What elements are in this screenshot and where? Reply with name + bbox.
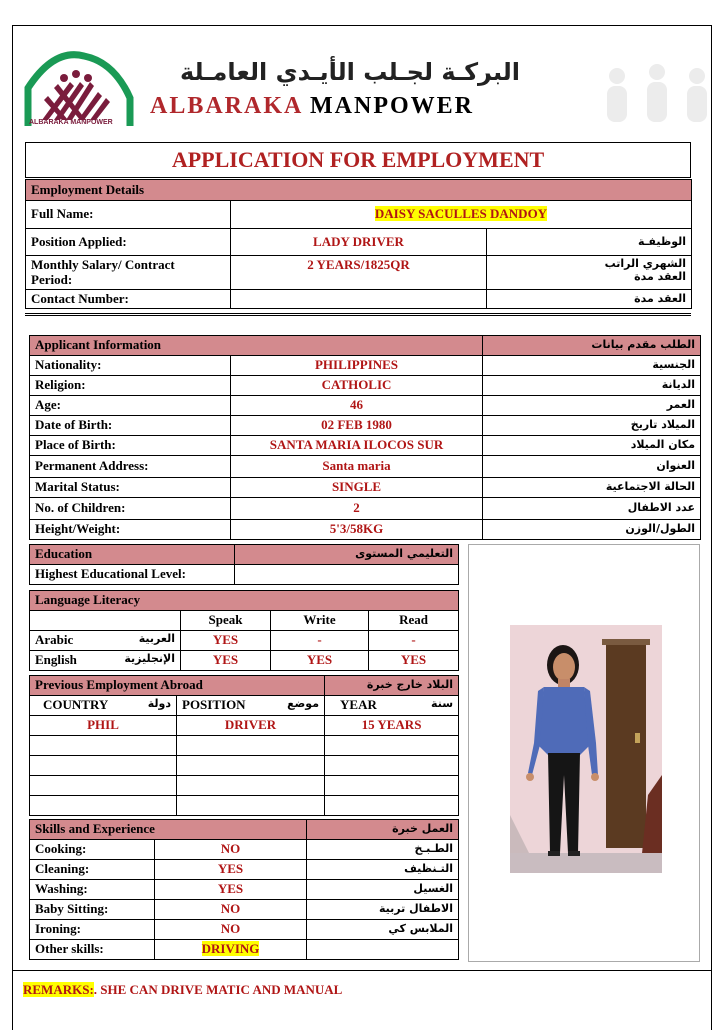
applicant-info-rows xyxy=(30,356,701,540)
remarks-line xyxy=(23,982,342,998)
salary-ar-line2: العقد مدة xyxy=(634,269,686,283)
skills-table xyxy=(29,819,459,960)
applicant-field-label: Nationality: xyxy=(30,356,231,376)
skill-row xyxy=(30,920,459,940)
language-row-english xyxy=(30,651,181,671)
salary-label-line1: Monthly Salary/ Contract xyxy=(31,257,175,272)
salary-value: 2 YEARS/1825QR xyxy=(231,256,487,290)
previous-position: DRIVER xyxy=(177,716,325,736)
skill-label: Ironing: xyxy=(30,920,155,940)
previous-country: PHIL xyxy=(30,716,177,736)
english-read: YES xyxy=(369,651,459,671)
previous-year xyxy=(325,756,459,776)
skill-value-cell xyxy=(155,880,307,900)
col-position-arabic: موضع xyxy=(287,697,320,711)
applicant-field-value: 5'3/58KG xyxy=(231,520,483,540)
col-country-label: COUNTRY xyxy=(43,697,109,713)
education-level-value xyxy=(235,565,459,585)
company-logo xyxy=(24,48,136,130)
skill-row xyxy=(30,900,459,920)
education-level-label: Highest Educational Level: xyxy=(30,565,235,585)
brand-name-part1: ALBARAKA xyxy=(150,93,303,119)
watermark-figures xyxy=(595,62,720,122)
previous-country xyxy=(30,756,177,776)
language-corner-cell xyxy=(30,611,181,631)
employment-details-header: Employment Details xyxy=(26,180,692,201)
applicant-row xyxy=(30,356,701,376)
skills-rows xyxy=(30,840,459,960)
applicant-field-arabic: مكان الميلاد xyxy=(483,436,701,456)
skill-row xyxy=(30,940,459,960)
full-name-value: DAISY SACULLES DANDOY xyxy=(374,206,548,222)
brand-name-english xyxy=(150,93,474,120)
skill-value-cell xyxy=(155,940,307,960)
previous-year xyxy=(325,796,459,816)
education-header: Education xyxy=(30,545,235,565)
previous-employment-rows xyxy=(30,716,459,816)
brand-name-arabic: البركـة لجـلب الأيـدي العامـلة xyxy=(180,58,520,86)
salary-label-arabic xyxy=(487,256,692,290)
applicant-row xyxy=(30,436,701,456)
skill-row xyxy=(30,860,459,880)
applicant-field-value: Santa maria xyxy=(231,456,483,478)
applicant-field-arabic: الميلاد تاريخ xyxy=(483,416,701,436)
previous-employment-table xyxy=(29,675,459,816)
skill-label: Cooking: xyxy=(30,840,155,860)
language-table xyxy=(29,590,459,671)
salary-label xyxy=(26,256,231,290)
col-write: Write xyxy=(271,611,369,631)
english-write: YES xyxy=(271,651,369,671)
skill-value: YES xyxy=(217,881,244,897)
skill-label-arabic: الطـبـخ xyxy=(307,840,459,860)
applicant-field-value: PHILIPPINES xyxy=(231,356,483,376)
previous-position xyxy=(177,776,325,796)
skill-value: YES xyxy=(217,861,244,877)
applicant-info-header-arabic: الطلب مقدم بيانات xyxy=(483,336,701,356)
applicant-row xyxy=(30,456,701,478)
brand-name-part2: MANPOWER xyxy=(310,93,475,119)
applicant-field-arabic: العنوان xyxy=(483,456,701,478)
applicant-row xyxy=(30,376,701,396)
previous-country xyxy=(30,776,177,796)
language-label-arabic: العربية xyxy=(138,632,175,646)
skills-header-arabic: العمل خبرة xyxy=(307,820,459,840)
position-value: LADY DRIVER xyxy=(231,229,487,256)
applicant-field-value: CATHOLIC xyxy=(231,376,483,396)
previous-employment-row xyxy=(30,716,459,736)
language-label: English xyxy=(35,652,77,668)
language-label-arabic: الإنجليزية xyxy=(124,652,175,666)
arabic-speak: YES xyxy=(181,631,271,651)
previous-country xyxy=(30,796,177,816)
applicant-field-label: Permanent Address: xyxy=(30,456,231,478)
logo-caption: ALBARAKA MANPOWER xyxy=(29,119,113,126)
applicant-field-arabic: عدد الاطفال xyxy=(483,498,701,520)
skill-label-arabic: الغسيل xyxy=(307,880,459,900)
contact-label-arabic: العقد مدة xyxy=(487,290,692,309)
position-label-arabic: الوظيفـة xyxy=(487,229,692,256)
applicant-field-label: Religion: xyxy=(30,376,231,396)
full-name-cell xyxy=(231,201,692,229)
col-read: Read xyxy=(369,611,459,631)
previous-country xyxy=(30,736,177,756)
applicant-field-label: Age: xyxy=(30,396,231,416)
skill-label: Washing: xyxy=(30,880,155,900)
form-title: APPLICATION FOR EMPLOYMENT xyxy=(25,142,691,178)
skill-value: NO xyxy=(220,901,241,917)
skill-label-arabic: التـنظيف xyxy=(307,860,459,880)
skill-value-cell xyxy=(155,840,307,860)
col-position-label: POSITION xyxy=(182,697,246,713)
previous-employment-row xyxy=(30,796,459,816)
skill-label: Cleaning: xyxy=(30,860,155,880)
skill-value-cell xyxy=(155,920,307,940)
arabic-write: - xyxy=(271,631,369,651)
applicant-row xyxy=(30,396,701,416)
applicant-field-arabic: الحالة الاجتماعية xyxy=(483,478,701,498)
previous-year xyxy=(325,776,459,796)
applicant-field-arabic: الطول/الوزن xyxy=(483,520,701,540)
col-position xyxy=(177,696,325,716)
contact-label: Contact Number: xyxy=(26,290,231,309)
skill-label-arabic: الاطفال تربية xyxy=(307,900,459,920)
skill-value: NO xyxy=(220,921,241,937)
previous-year: 15 YEARS xyxy=(325,716,459,736)
applicant-row xyxy=(30,416,701,436)
employment-details-table xyxy=(25,179,692,309)
salary-label-line2: Period: xyxy=(31,271,73,287)
col-country-arabic: دولة xyxy=(147,697,171,711)
english-speak: YES xyxy=(181,651,271,671)
previous-employment-row xyxy=(30,756,459,776)
applicant-row xyxy=(30,498,701,520)
applicant-info-header: Applicant Information xyxy=(30,336,483,356)
previous-position xyxy=(177,736,325,756)
section-divider xyxy=(25,313,691,316)
applicant-row xyxy=(30,520,701,540)
applicant-field-label: No. of Children: xyxy=(30,498,231,520)
skill-label-arabic: الملابس كي xyxy=(307,920,459,940)
contact-value xyxy=(231,290,487,309)
col-year-arabic: سنة xyxy=(431,697,454,711)
previous-employment-header-arabic: البلاد خارج خبرة xyxy=(325,676,459,696)
applicant-field-label: Place of Birth: xyxy=(30,436,231,456)
previous-year xyxy=(325,736,459,756)
skill-value-cell xyxy=(155,900,307,920)
col-year-label: YEAR xyxy=(340,697,377,713)
language-label: Arabic xyxy=(35,632,74,648)
col-country xyxy=(30,696,177,716)
applicant-field-arabic: العمر xyxy=(483,396,701,416)
previous-employment-row xyxy=(30,736,459,756)
previous-employment-header: Previous Employment Abroad xyxy=(30,676,325,696)
skill-value: DRIVING xyxy=(201,941,260,957)
applicant-field-value: 02 FEB 1980 xyxy=(231,416,483,436)
skill-row xyxy=(30,840,459,860)
skill-value: NO xyxy=(220,841,241,857)
skill-row xyxy=(30,880,459,900)
col-year xyxy=(325,696,459,716)
applicant-photo xyxy=(510,625,662,873)
language-row-arabic xyxy=(30,631,181,651)
col-speak: Speak xyxy=(181,611,271,631)
skill-label: Baby Sitting: xyxy=(30,900,155,920)
remarks-section xyxy=(13,970,712,1030)
previous-employment-row xyxy=(30,776,459,796)
remarks-label: REMARKS: xyxy=(23,982,94,997)
skill-label-arabic xyxy=(307,940,459,960)
salary-ar-line1: الشهري الراتب xyxy=(604,257,686,270)
skill-label: Other skills: xyxy=(30,940,155,960)
language-header: Language Literacy xyxy=(30,591,459,611)
arabic-read: - xyxy=(369,631,459,651)
applicant-field-value: SINGLE xyxy=(231,478,483,498)
applicant-field-label: Marital Status: xyxy=(30,478,231,498)
applicant-info-table xyxy=(29,335,701,540)
applicant-field-label: Date of Birth: xyxy=(30,416,231,436)
remarks-text: . SHE CAN DRIVE MATIC AND MANUAL xyxy=(93,982,343,997)
applicant-field-value: SANTA MARIA ILOCOS SUR xyxy=(231,436,483,456)
previous-position xyxy=(177,796,325,816)
applicant-field-arabic: الجنسية xyxy=(483,356,701,376)
applicant-row xyxy=(30,478,701,498)
skills-header: Skills and Experience xyxy=(30,820,307,840)
full-name-label: Full Name: xyxy=(26,201,231,229)
previous-position xyxy=(177,756,325,776)
applicant-field-label: Height/Weight: xyxy=(30,520,231,540)
applicant-field-value: 2 xyxy=(231,498,483,520)
skill-value-cell xyxy=(155,860,307,880)
applicant-field-value: 46 xyxy=(231,396,483,416)
position-label: Position Applied: xyxy=(26,229,231,256)
education-table xyxy=(29,544,459,585)
education-header-arabic: التعليمي المستوى xyxy=(235,545,459,565)
applicant-field-arabic: الديانة xyxy=(483,376,701,396)
